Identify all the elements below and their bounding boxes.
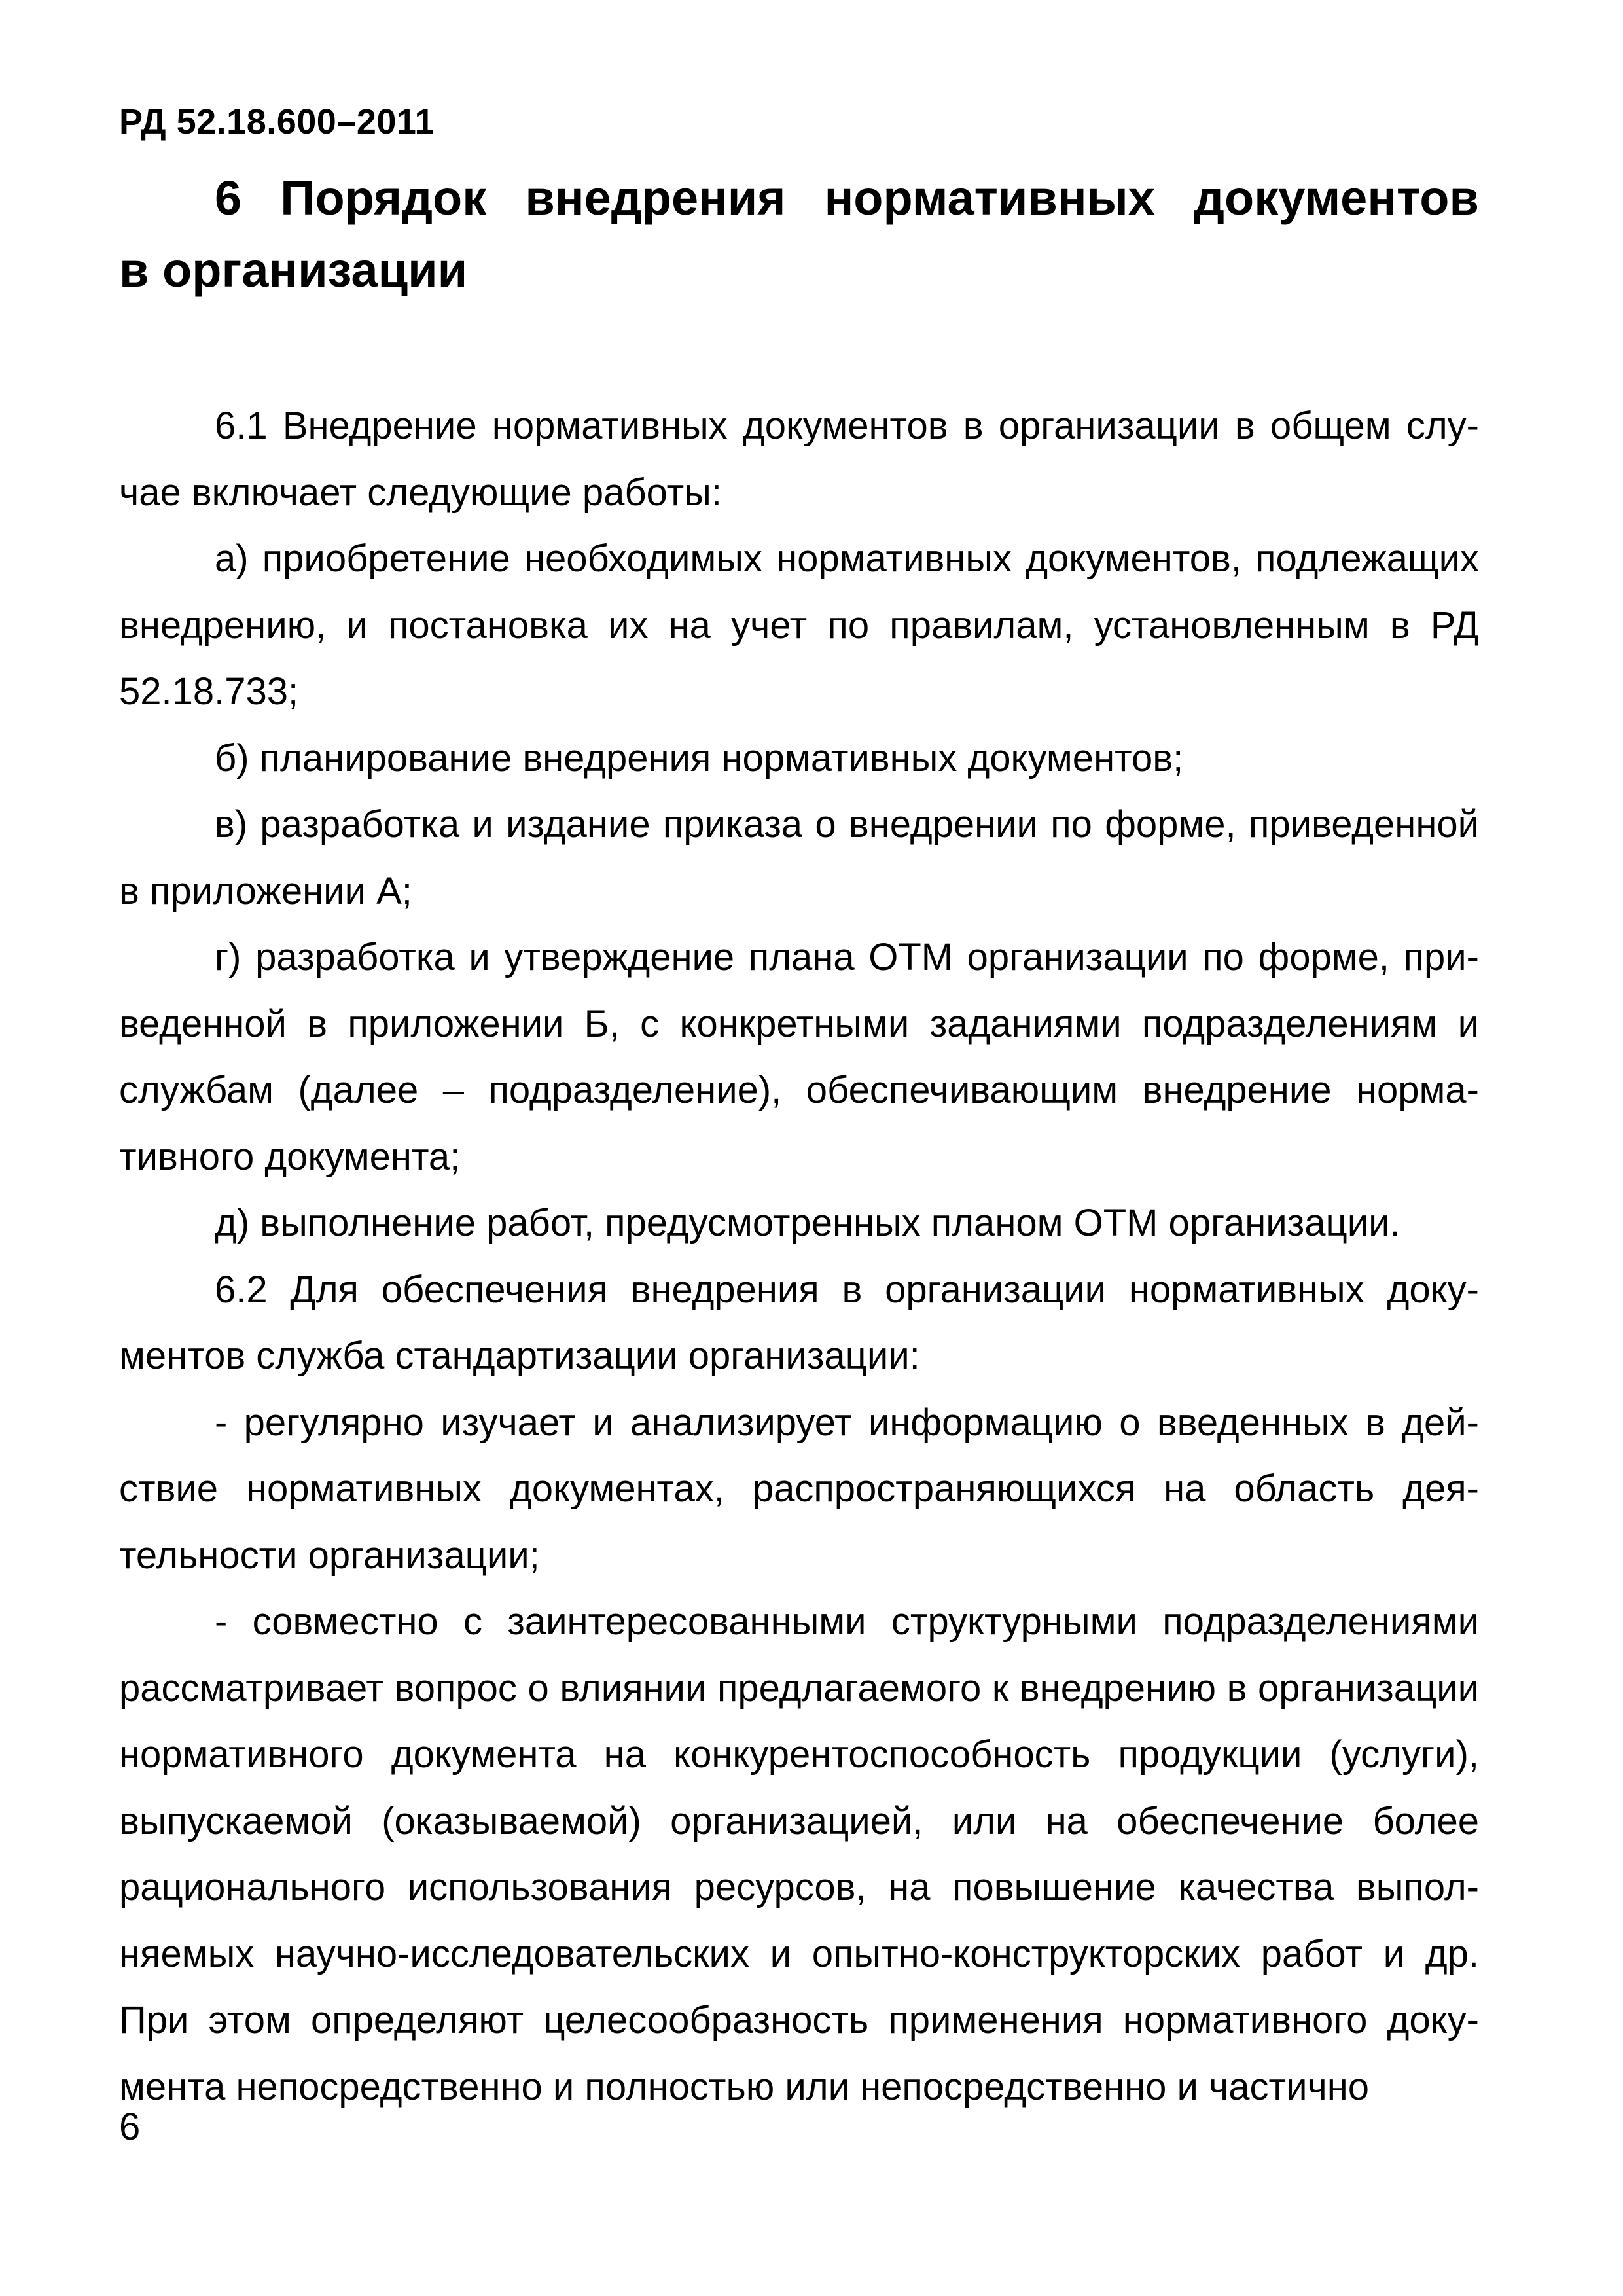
section-heading-word: внедрения [525,171,786,225]
section-heading-line-2: в организации [119,243,468,297]
section-heading-word: нормативных [824,171,1155,225]
section-heading [119,162,1479,306]
page-number: 6 [119,2106,141,2148]
section-heading-word: Порядок [280,171,487,225]
document-code: РД 52.18.600–2011 [119,102,435,141]
paragraph-6-2: 6.2 Для обеспечения внедрения в организации нормативных документов служба стандартизации организации: [119,1268,1479,1377]
section-number: 6 [215,171,242,225]
list-item-v: в) разработка и издание приказа о внедрении по форме, приведенной в приложении А; [119,803,1479,912]
section-heading-line-1 [119,162,1479,234]
list-item-d: д) выполнение работ, предусмотренных планом ОТМ организации. [215,1202,1400,1244]
bullet-item-2: - совместно с заинтересованными структурными подразделениями рассматривает вопрос о влиянии предлагаемого к внедрению в организации нормативного документа на конкурентоспособность продукции (услуги), выпускаемой (оказываемой) организацией, или на обеспечение более рационального использования ресурсов, на повышение качества выполняемых научно-исследовательских и опытно-конструкторских работ и др. При этом определяют целесообразность применения нормативного документа непосредственно и полностью или непосредственно и частично [119,1600,1479,2108]
bullet-item-1: - регулярно изучает и анализирует информацию о введенных в действие нормативных документах, распространяющихся на область деятельности организации; [119,1401,1479,1577]
paragraph-6-1: 6.1 Внедрение нормативных документов в организации в общем случае включает следующие работы: [119,404,1479,514]
list-item-a: а) приобретение необходимых нормативных документов, подлежащих внедрению, и постановка их на учет по правилам, установленным в РД 52.18.733; [119,537,1479,713]
section-heading-word: документов [1194,171,1479,225]
body-text [119,393,1479,2120]
list-item-b: б) планирование внедрения нормативных документов; [215,736,1184,780]
list-item-g: г) разработка и утверждение плана ОТМ организации по форме, приведенной в приложении Б, с конкретными заданиями подразделениям и службам (далее – подразделение), обеспечивающим внедрение нормативного документа; [119,936,1479,1178]
